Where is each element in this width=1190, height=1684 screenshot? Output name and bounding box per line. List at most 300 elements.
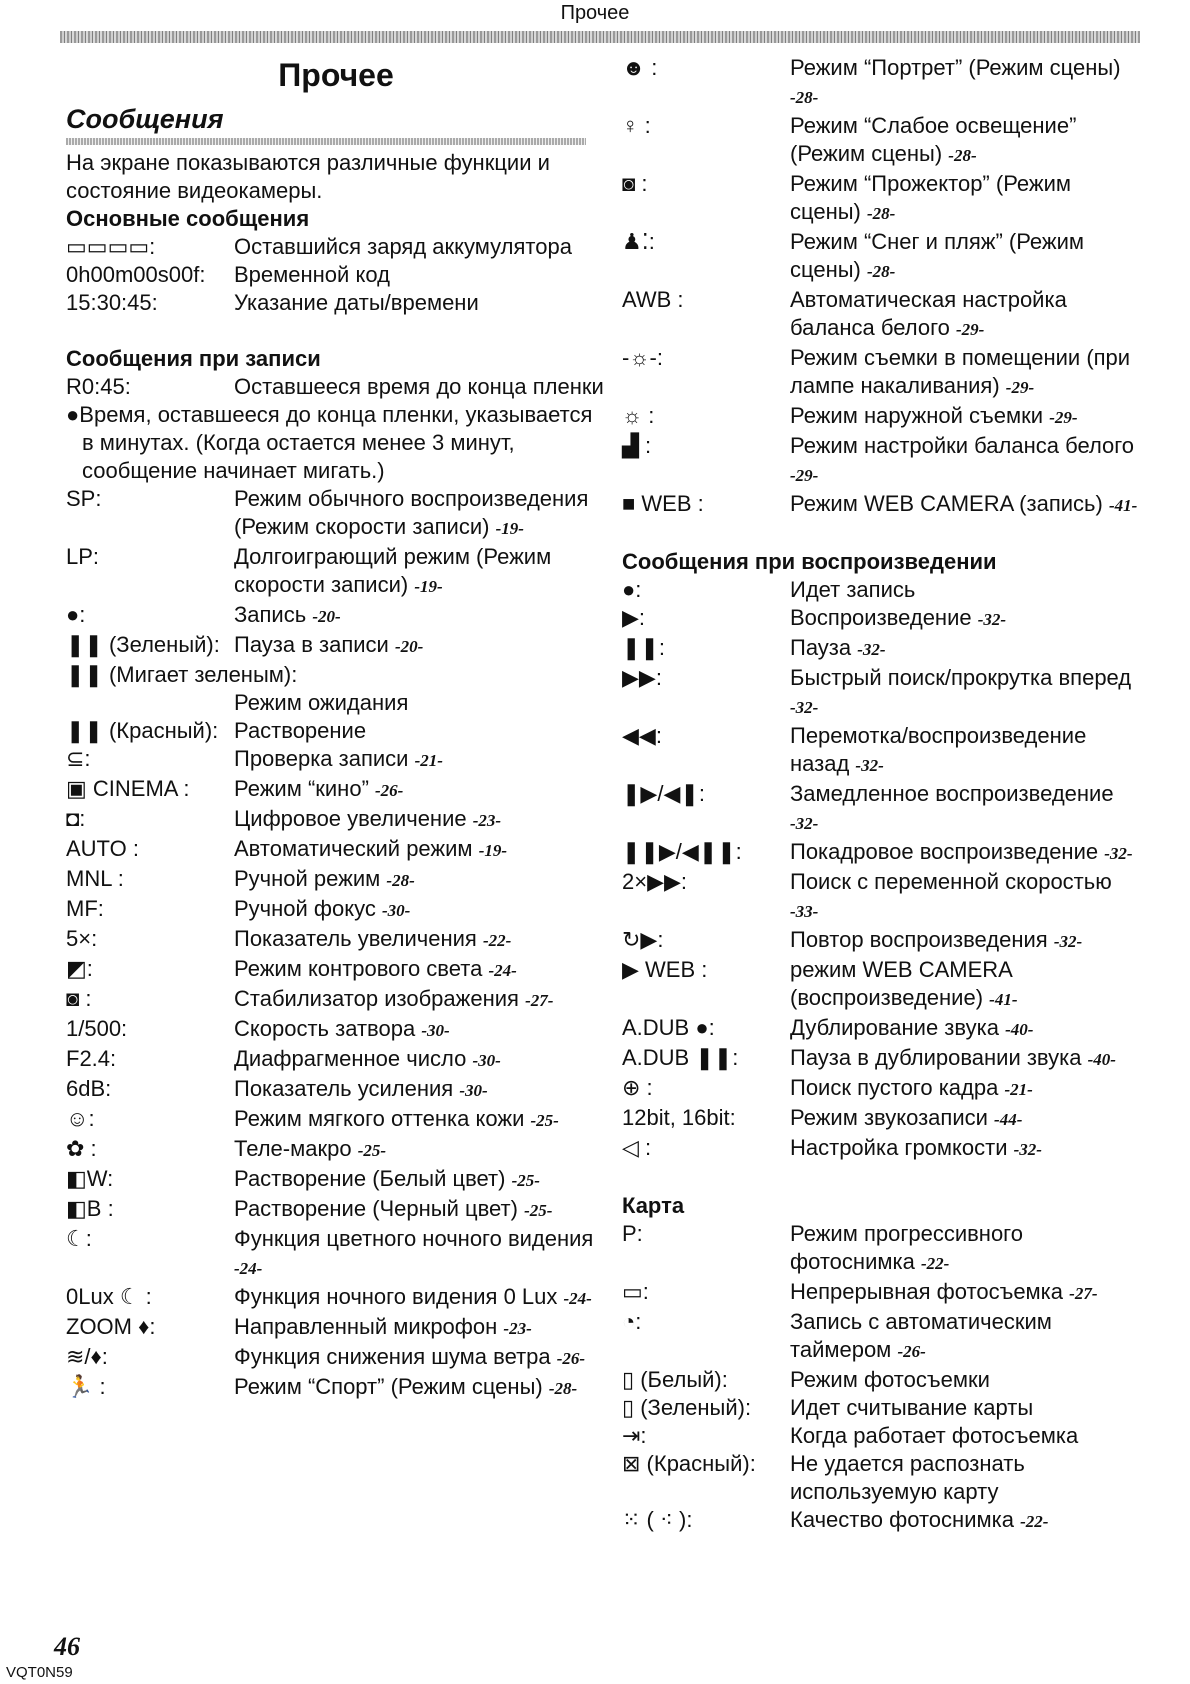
list-item [622, 1014, 1142, 1044]
message-description [790, 1074, 1142, 1104]
message-description [234, 805, 606, 835]
page-reference: -24- [488, 961, 517, 980]
list-item [622, 1104, 1142, 1134]
list-item [66, 601, 606, 631]
list-item [66, 745, 606, 775]
page-reference: -32- [1104, 844, 1133, 863]
message-description [234, 261, 606, 289]
list-item [66, 925, 606, 955]
list-item [622, 228, 1142, 286]
message-description [234, 1135, 606, 1165]
message-text: Воспроизведение [790, 605, 972, 630]
message-description [790, 956, 1142, 1014]
list-item [66, 261, 606, 289]
list-item [66, 985, 606, 1015]
message-key: ◘: [66, 806, 86, 831]
message-key: ◙ : [622, 171, 648, 196]
message-text: Режим звукозаписи [790, 1105, 988, 1130]
page-reference: -30- [459, 1081, 488, 1100]
message-key: 1/500: [66, 1016, 128, 1041]
running-header: Прочее [560, 2, 630, 24]
page-reference: -32- [855, 756, 884, 775]
message-key: ●: [66, 602, 86, 627]
message-description [790, 664, 1142, 722]
list-item [622, 780, 1142, 838]
message-description [790, 1366, 1142, 1394]
message-text: Долгоиграющий режим (Режим скорости записи) [234, 544, 552, 597]
message-description [790, 926, 1142, 956]
message-key: ⁙ ( ⁖ ): [622, 1507, 693, 1532]
message-description [234, 543, 606, 601]
page-reference: -28- [790, 88, 819, 107]
list-item [66, 1015, 606, 1045]
message-key: F2.4: [66, 1046, 117, 1071]
list-item [66, 233, 606, 261]
list-item [622, 1278, 1142, 1308]
message-key: ▟ : [622, 433, 652, 458]
message-text: Растворение (Черный цвет) [234, 1196, 518, 1221]
scene-mode-list [622, 54, 1142, 520]
message-text: Режим наружной съемки [790, 403, 1044, 428]
message-description [790, 490, 1142, 520]
list-item [66, 1045, 606, 1075]
left-column [66, 54, 606, 1403]
message-text: Идет считывание карты [790, 1395, 1034, 1420]
message-description [790, 286, 1142, 344]
page-title: Прочее [278, 57, 394, 93]
message-key: ◁ : [622, 1135, 652, 1160]
list-item [622, 1134, 1142, 1164]
page-reference: -25- [511, 1171, 540, 1190]
page-reference: -28- [548, 1379, 578, 1398]
message-text: Настройка громкости [790, 1135, 1008, 1160]
message-text: Функция снижения шума ветра [234, 1344, 551, 1369]
message-text: Растворение (Белый цвет) [234, 1166, 506, 1191]
page-reference: -22- [482, 931, 512, 950]
message-description [234, 835, 606, 865]
list-item [66, 895, 606, 925]
message-key: SP: [66, 486, 102, 511]
page-reference: -24- [563, 1289, 592, 1308]
message-text: Перемотка/воспроизведение назад [790, 723, 1087, 776]
card-heading: Карта [622, 1193, 685, 1218]
message-text: Пауза [790, 635, 852, 660]
message-text: Когда работает фотосъемка [790, 1423, 1079, 1448]
page-reference: -19- [414, 577, 443, 596]
message-text: Дублирование звука [790, 1015, 999, 1040]
message-text: Режим “Снег и пляж” (Режим сцены) [790, 229, 1085, 282]
message-description [790, 1506, 1142, 1536]
message-description [790, 1044, 1142, 1074]
message-key: ✿ : [66, 1136, 97, 1161]
page-reference: -32- [790, 814, 819, 833]
message-key: A.DUB ❚❚: [622, 1045, 739, 1070]
message-description [790, 868, 1142, 926]
message-key: ◙ : [66, 986, 92, 1011]
message-description [790, 344, 1142, 402]
list-item [622, 1074, 1142, 1104]
message-text: Режим ожидания [234, 690, 409, 715]
list-item [622, 926, 1142, 956]
message-text: Растворение [234, 718, 367, 743]
message-text: Ручной режим [234, 866, 381, 891]
page-reference: -30- [382, 901, 411, 920]
message-key: ≋/♦: [66, 1344, 108, 1369]
message-key: ▭▭▭▭: [66, 234, 156, 259]
list-item [622, 1422, 1142, 1450]
list-item [66, 865, 606, 895]
list-item [66, 631, 606, 661]
message-description [234, 1045, 606, 1075]
message-text: Автоматический режим [234, 836, 473, 861]
message-key: ⊕ : [622, 1075, 653, 1100]
list-item [622, 956, 1142, 1014]
tape-time-note: ●Время, оставшееся до конца пленки, указывается в минутах. (Когда остается менее 3 минут, сообщение начинает мигать.) [66, 402, 593, 483]
page-reference: -26- [556, 1349, 586, 1368]
message-key: ❚❚▶/◀❚❚: [622, 839, 742, 864]
list-item [66, 289, 606, 317]
message-description [234, 1015, 606, 1045]
message-key: -☼-: [622, 345, 663, 370]
blink-key: ❚❚ (Мигает зеленым): [66, 662, 298, 687]
message-description [790, 402, 1142, 432]
message-key: ◧W: [66, 1166, 114, 1191]
message-key: 5×: [66, 926, 98, 951]
message-description [234, 1225, 606, 1283]
message-text: Идет запись [790, 577, 916, 602]
message-text: Режим “Портрет” (Режим сцены) [790, 55, 1121, 80]
message-text: Указание даты/времени [234, 290, 479, 315]
message-key: ↻▶: [622, 927, 664, 952]
card-messages-list [622, 1220, 1142, 1536]
message-text: Не удается распознать используемую карту [790, 1451, 1025, 1504]
message-description [790, 1104, 1142, 1134]
list-item [622, 402, 1142, 432]
message-key: ❚▶/◀❚: [622, 781, 705, 806]
message-key: ZOOM ♦: [66, 1314, 156, 1339]
message-key: 0Lux ☾ : [66, 1284, 152, 1309]
message-text: Повтор воспроизведения [790, 927, 1048, 952]
list-item [66, 1195, 606, 1225]
message-description [234, 955, 606, 985]
message-text: Оставшееся время до конца пленки [234, 374, 604, 399]
section-rule [66, 138, 586, 145]
message-text: Запись [234, 602, 307, 627]
list-item [66, 373, 606, 401]
message-description [234, 1105, 606, 1135]
page-reference: -22- [1020, 1512, 1049, 1531]
message-description [790, 1134, 1142, 1164]
list-item [622, 1220, 1142, 1278]
record-messages-list [66, 485, 606, 661]
message-key: ◧B : [66, 1196, 114, 1221]
message-description [790, 54, 1142, 112]
message-key: ▶ WEB : [622, 957, 708, 982]
message-key: MF: [66, 896, 104, 921]
message-key: 6dB: [66, 1076, 112, 1101]
message-description [234, 1343, 606, 1373]
message-description [234, 775, 606, 805]
message-key: ☻ : [622, 55, 658, 80]
page-reference: -26- [897, 1342, 926, 1361]
message-description [790, 634, 1142, 664]
list-item [622, 604, 1142, 634]
list-item [66, 1373, 606, 1403]
message-key: ⇥: [622, 1423, 647, 1448]
list-item [66, 485, 606, 543]
message-description [234, 631, 606, 661]
intro-text: На экране показываются различные функции и состояние видеокамеры. [66, 150, 550, 203]
message-key: LP: [66, 544, 100, 569]
list-item [622, 54, 1142, 112]
message-key: ☼ : [622, 403, 655, 428]
message-description [234, 1313, 606, 1343]
page-reference: -24- [234, 1259, 263, 1278]
list-item [66, 1343, 606, 1373]
page-reference: -28- [948, 146, 977, 165]
list-item [66, 805, 606, 835]
list-item [66, 1165, 606, 1195]
message-text: Запись с автоматическим таймером [790, 1309, 1052, 1362]
message-text: Режим “Спорт” (Режим сцены) [234, 1374, 543, 1399]
message-description [234, 1195, 606, 1225]
list-item [66, 1313, 606, 1343]
message-text: Теле-макро [234, 1136, 352, 1161]
page-reference: -40- [1087, 1050, 1116, 1069]
page-reference: -27- [525, 991, 554, 1010]
list-item [66, 543, 606, 601]
page-reference: -41- [989, 990, 1018, 1009]
page-reference: -25- [357, 1141, 387, 1160]
page-reference: -25- [524, 1201, 553, 1220]
message-key: ⊠ (Красный): [622, 1451, 756, 1476]
playback-messages-list [622, 576, 1142, 1164]
message-text: Замедленное воспроизведение [790, 781, 1114, 806]
page-reference: -29- [1005, 378, 1035, 397]
page-reference: -44- [994, 1110, 1023, 1129]
list-item [66, 955, 606, 985]
message-text: Стабилизатор изображения [234, 986, 519, 1011]
list-item [622, 576, 1142, 604]
message-text: Поиск пустого кадра [790, 1075, 999, 1100]
message-text: Режим мягкого оттенка кожи [234, 1106, 525, 1131]
message-key: 12bit, 16bit: [622, 1105, 736, 1130]
message-text: Пауза в записи [234, 632, 389, 657]
message-text: Покадровое воспроизведение [790, 839, 1099, 864]
message-description [234, 1373, 606, 1403]
message-key: ▣ CINEMA : [66, 776, 190, 801]
list-item [622, 344, 1142, 402]
list-item [622, 634, 1142, 664]
section-title: Сообщения [66, 104, 224, 134]
message-key: ▭: [622, 1279, 649, 1304]
message-key: ❚❚ (Зеленый): [66, 632, 220, 657]
list-item [66, 1075, 606, 1105]
message-text: Автоматическая настройка баланса белого [790, 287, 1067, 340]
page-reference: -32- [1013, 1140, 1042, 1159]
message-text: Режим обычного воспроизведения (Режим скорости записи) [234, 486, 589, 539]
message-text: Пауза в дублировании звука [790, 1045, 1082, 1070]
message-key: ●: [622, 577, 642, 602]
page-reference: -23- [503, 1319, 532, 1338]
list-item [622, 1394, 1142, 1422]
message-description [790, 1014, 1142, 1044]
page-reference: -21- [1004, 1080, 1033, 1099]
message-key: ▯ (Зеленый): [622, 1395, 752, 1420]
document-code: VQT0N59 [6, 1664, 73, 1681]
message-key: 🏃 : [66, 1374, 106, 1399]
message-text: Скорость затвора [234, 1016, 416, 1041]
page-reference: -22- [920, 1254, 950, 1273]
message-text: Режим съемки в помещении (при лампе накаливания) [790, 345, 1131, 398]
message-text: Режим фотосъемки [790, 1367, 990, 1392]
message-text: режим WEB CAMERA (воспроизведение) [790, 957, 1012, 1010]
message-key: ❚❚ (Красный): [66, 718, 219, 743]
message-text: Цифровое увеличение [234, 806, 467, 831]
message-description [790, 112, 1142, 170]
list-item [66, 1105, 606, 1135]
page-reference: -41- [1108, 496, 1138, 515]
message-key: ◩: [66, 956, 93, 981]
page-number: 46 [54, 1632, 80, 1661]
page-reference: -29- [790, 466, 819, 485]
list-item [622, 838, 1142, 868]
message-description [234, 1283, 606, 1313]
page-reference: -28- [867, 262, 896, 281]
message-description [790, 228, 1142, 286]
message-text: Режим WEB CAMERA (запись) [790, 491, 1103, 516]
list-item [622, 664, 1142, 722]
message-text: Ручной фокус [234, 896, 376, 921]
list-item [66, 717, 606, 745]
message-text: Быстрый поиск/прокрутка вперед [790, 665, 1132, 690]
message-text: Непрерывная фотосъемка [790, 1279, 1064, 1304]
message-description [234, 717, 606, 745]
page-reference: -20- [312, 607, 341, 626]
list-item [622, 170, 1142, 228]
message-text: Режим контрового света [234, 956, 483, 981]
page-reference: -28- [386, 871, 415, 890]
message-description [790, 576, 1142, 604]
page-reference: -30- [472, 1051, 501, 1070]
list-item [622, 1308, 1142, 1366]
page-reference: -26- [375, 781, 404, 800]
page-reference: -21- [414, 751, 443, 770]
list-item [66, 1225, 606, 1283]
page-reference: -28- [867, 204, 896, 223]
page-reference: -20- [394, 637, 424, 656]
message-description [790, 1394, 1142, 1422]
message-text: Режим настройки баланса белого [790, 433, 1135, 458]
message-key: ♟⁚: [622, 229, 655, 254]
page-reference: -32- [977, 610, 1007, 629]
header-band [60, 31, 1140, 43]
message-text: Направленный микрофон [234, 1314, 498, 1339]
message-key: 15:30:45: [66, 290, 158, 315]
message-key: ☺: [66, 1106, 95, 1131]
playback-messages-heading: Сообщения при воспроизведении [622, 549, 997, 574]
message-text: Временной код [234, 262, 390, 287]
list-item [622, 722, 1142, 780]
message-key: AUTO : [66, 836, 139, 861]
message-description [790, 1308, 1142, 1366]
message-description [790, 722, 1142, 780]
list-item [66, 1283, 606, 1313]
message-key: P: [622, 1221, 643, 1246]
message-key: ◔: [622, 1309, 642, 1334]
message-description [790, 780, 1142, 838]
message-key: AWB : [622, 287, 684, 312]
page-reference: -40- [1005, 1020, 1034, 1039]
message-description [234, 745, 606, 775]
list-item [622, 868, 1142, 926]
message-description [790, 1220, 1142, 1278]
message-text: Поиск с переменной скоростью [790, 869, 1112, 894]
message-description [234, 233, 606, 261]
message-key: ♀ : [622, 113, 651, 138]
list-item [622, 490, 1142, 520]
message-text: Режим прогрессивного фотоснимка [790, 1221, 1023, 1274]
list-item [622, 1366, 1142, 1394]
list-item [622, 432, 1142, 490]
page-reference: -32- [790, 698, 819, 717]
page-reference: -19- [495, 519, 524, 538]
page-reference: -29- [1049, 408, 1078, 427]
basic-messages-heading: Основные сообщения [66, 206, 310, 231]
message-key: 0h00m00s00f: [66, 262, 206, 287]
list-item [66, 835, 606, 865]
message-key: ▯ (Белый): [622, 1367, 728, 1392]
message-description [790, 1422, 1142, 1450]
page-reference: -33- [790, 902, 819, 921]
page-reference: -30- [421, 1021, 450, 1040]
message-text: Функция цветного ночного видения [234, 1226, 594, 1251]
page-reference: -27- [1069, 1284, 1098, 1303]
list-item [622, 1450, 1142, 1506]
list-item [622, 286, 1142, 344]
message-text: Оставшийся заряд аккумулятора [234, 234, 572, 259]
page-reference: -23- [472, 811, 502, 830]
message-description [234, 895, 606, 925]
message-text: Режим “Слабое освещение” (Режим сцены) [790, 113, 1077, 166]
message-description [234, 1165, 606, 1195]
page-reference: -32- [857, 640, 886, 659]
message-text: Режим “кино” [234, 776, 369, 801]
message-text: Режим “Прожектор” (Режим сцены) [790, 171, 1072, 224]
page-reference: -19- [478, 841, 508, 860]
message-key: ❚❚: [622, 635, 665, 660]
message-text: Проверка записи [234, 746, 409, 771]
message-key: ◀◀: [622, 723, 662, 748]
right-column [622, 54, 1142, 1536]
list-item [66, 689, 606, 717]
message-description [790, 1278, 1142, 1308]
list-item [622, 1506, 1142, 1536]
basic-messages-list [66, 233, 606, 317]
message-description [234, 985, 606, 1015]
message-description [234, 925, 606, 955]
message-text: Функция ночного видения 0 Lux [234, 1284, 558, 1309]
message-key: MNL : [66, 866, 124, 891]
message-description [234, 485, 606, 543]
record-messages-heading: Сообщения при записи [66, 346, 321, 371]
message-key: ▶: [622, 605, 646, 630]
message-description [234, 601, 606, 631]
message-text: Показатель увеличения [234, 926, 477, 951]
message-text: Качество фотоснимка [790, 1507, 1014, 1532]
message-key: R0:45: [66, 374, 131, 399]
message-key: ■ WEB : [622, 491, 704, 516]
